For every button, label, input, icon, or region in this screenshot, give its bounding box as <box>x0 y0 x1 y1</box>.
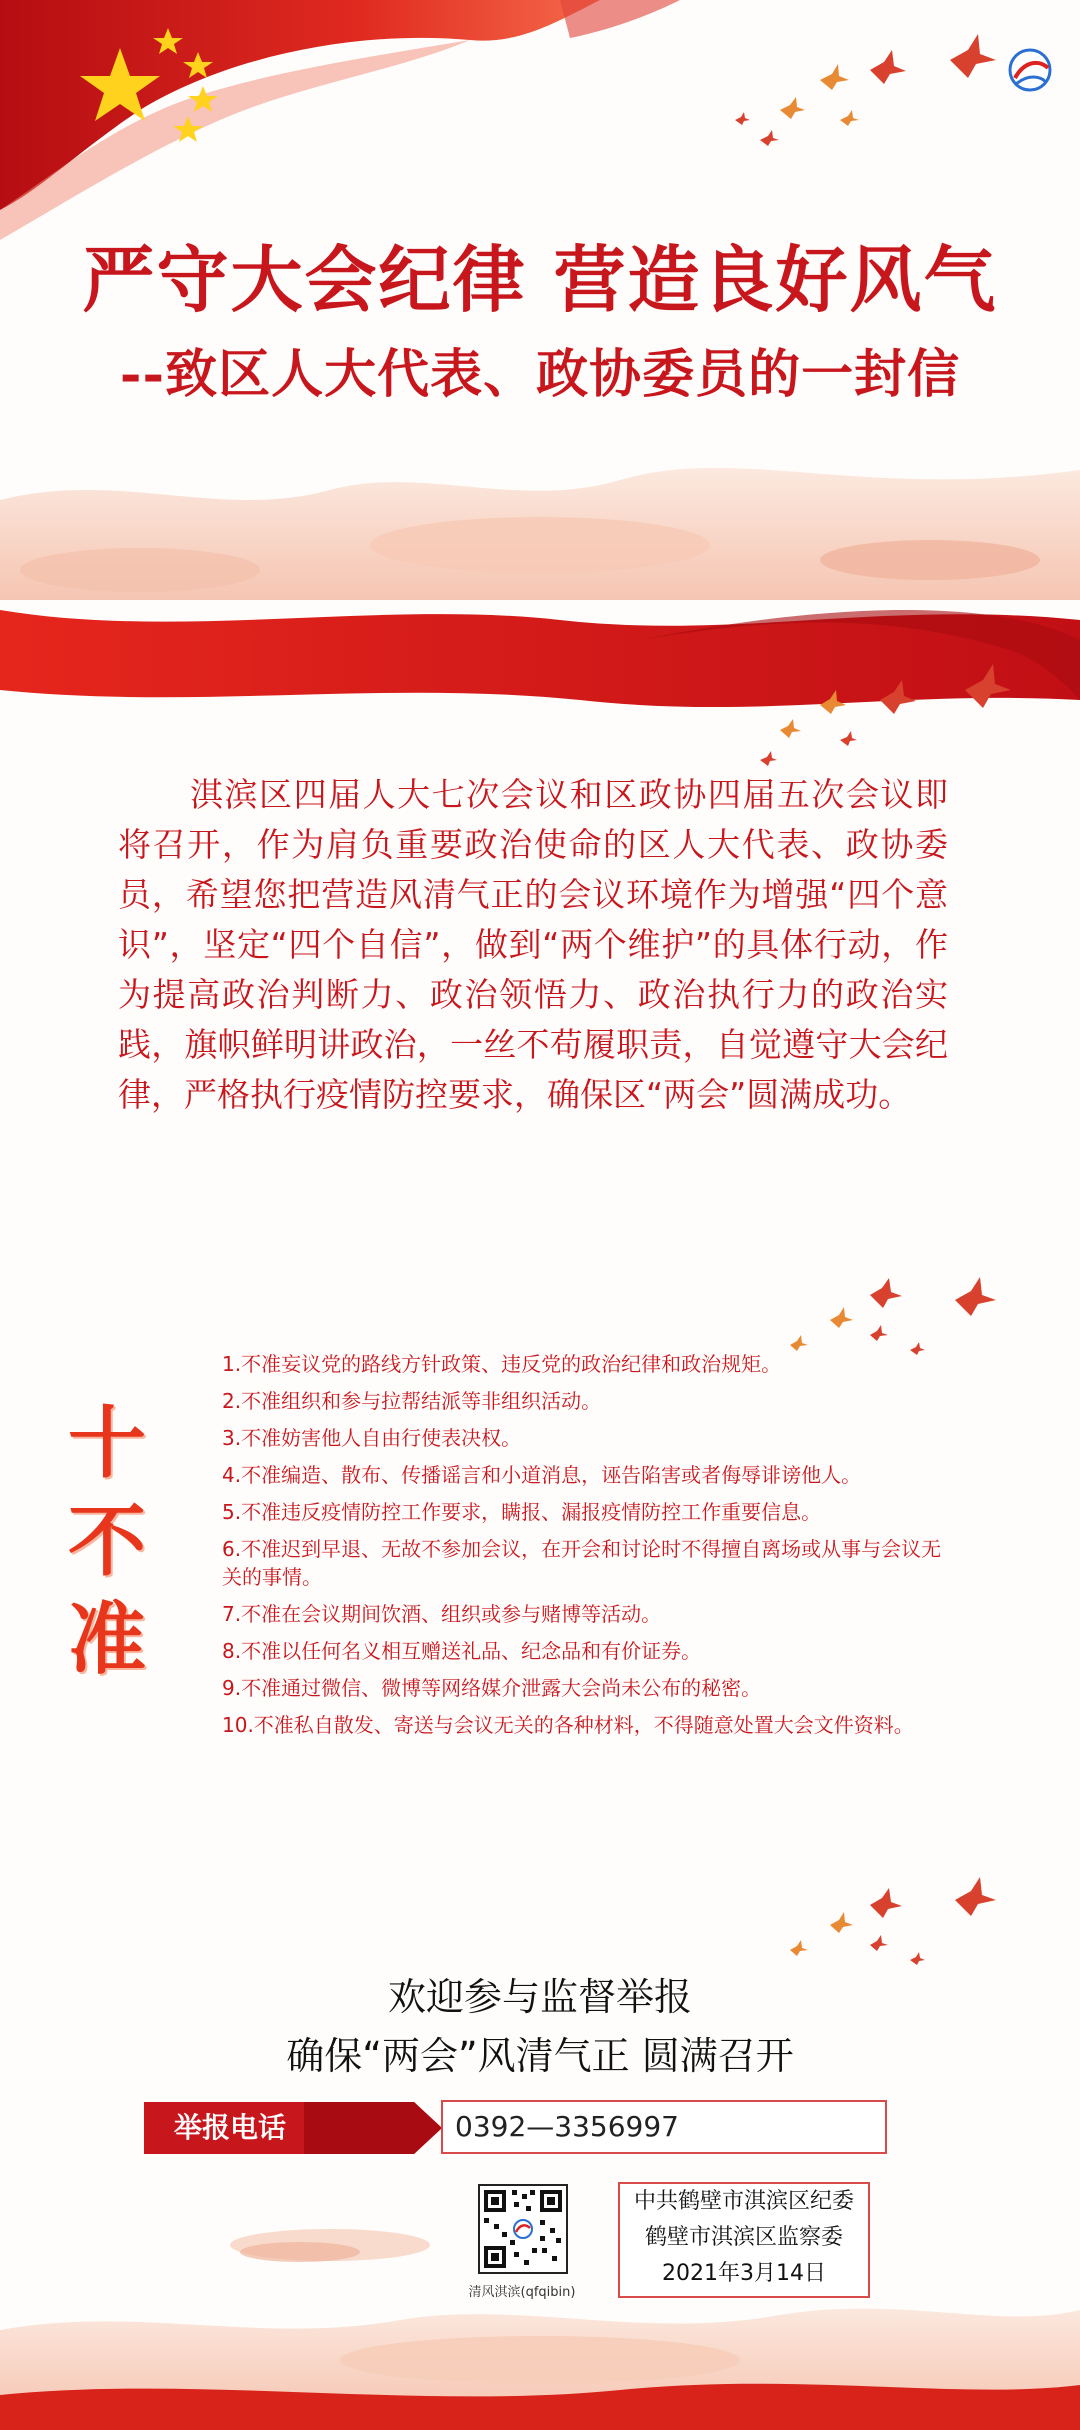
qr-code-icon[interactable] <box>478 2184 568 2274</box>
rule-item: 6.不准迟到早退、无故不参加会议，在开会和讨论时不得擅自离场或从事与会议无关的事情。 <box>222 1537 942 1589</box>
rule-item: 10.不准私自散发、寄送与会议无关的各种材料，不得随意处置大会文件资料。 <box>222 1713 914 1737</box>
page-subtitle: --致区人大代表、政协委员的一封信 <box>119 344 961 405</box>
rule-item: 1.不准妄议党的路线方针政策、违反党的政治纪律和政治规矩。 <box>222 1352 782 1376</box>
issuer-line-2: 鹤壁市淇滨区监察委 <box>644 2225 843 2250</box>
qr-caption: 清风淇滨(qfqibin) <box>468 2285 576 2300</box>
rule-item: 3.不准妨害他人自由行使表决权。 <box>222 1426 522 1450</box>
issuer-line-1: 中共鹤壁市淇滨区纪委 <box>633 2189 854 2214</box>
rule-item: 5.不准违反疫情防控工作要求，瞒报、漏报疫情防控工作重要信息。 <box>222 1500 822 1524</box>
rule-item: 9.不准通过微信、微博等网络媒介泄露大会尚未公布的秘密。 <box>222 1676 762 1700</box>
welcome-line-1: 欢迎参与监督举报 <box>387 1975 692 2019</box>
issue-date: 2021年3月14日 <box>662 2261 826 2286</box>
letter-body: 淇滨区四届人大七次会议和区政协四届五次会议即将召开，作为肩负重要政治使命的区人大代表、政协委员，希望您把营造风清气正的会议环境作为增强“四个意识”，坚定“四个自信”，做到“两个维护”的具体行动，作为提高政治判断力、政治领悟力、政治执行力的政治实践，旗帜鲜明讲政治，一丝不苟履职责，自觉遵守大会纪律，严格执行疫情防控要求，确保区“两会”圆满成功。 <box>118 775 948 1114</box>
issuer-box <box>618 2182 870 2298</box>
hotline-label-badge <box>144 2102 444 2154</box>
rules-heading-char: 不 <box>67 1496 146 1587</box>
rules-list <box>222 1350 952 1748</box>
welcome-line-2: 确保“两会”风清气正 圆满召开 <box>286 2034 794 2078</box>
rule-item: 2.不准组织和参与拉帮结派等非组织活动。 <box>222 1389 602 1413</box>
page-title: 严守大会纪律 营造良好风气 <box>82 237 998 322</box>
rules-heading-char: 十 <box>67 1398 146 1489</box>
qr-code-pattern <box>480 2186 566 2272</box>
rule-item: 7.不准在会议期间饮酒、组织或参与赌博等活动。 <box>222 1602 662 1626</box>
hotline-number-box[interactable] <box>441 2100 887 2154</box>
rules-heading <box>62 1395 152 1689</box>
hotline-number[interactable]: 0392—3356997 <box>455 2110 679 2143</box>
rule-item: 4.不准编造、散布、传播谣言和小道消息，诬告陷害或者侮辱诽谤他人。 <box>222 1463 862 1487</box>
logo-emblem-icon <box>1010 50 1050 90</box>
rules-heading-char: 准 <box>67 1594 146 1685</box>
dove-icon <box>735 34 996 146</box>
hotline-label: 举报电话 <box>174 2111 287 2144</box>
rule-item: 8.不准以任何名义相互赠送礼品、纪念品和有价证券。 <box>222 1639 702 1663</box>
